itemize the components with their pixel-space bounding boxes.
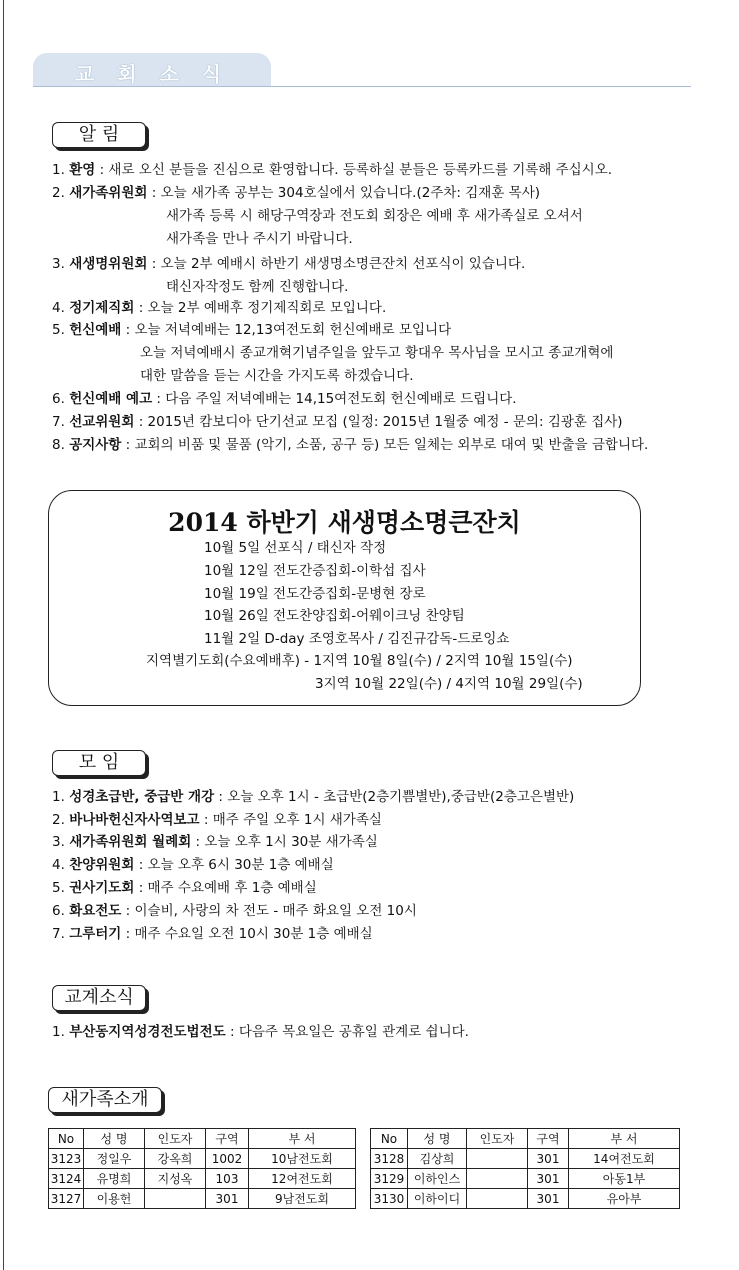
notice-title: 정기제직회: [69, 300, 135, 316]
notice-item-5-cont-2: 대한 말씀을 듣는 시간을 가지도록 하겠습니다.: [140, 368, 414, 384]
meeting-title: 새가족위원회 월례회: [69, 834, 192, 850]
new-family-table-left: [48, 1128, 356, 1209]
col-dept: 부 서: [569, 1129, 680, 1149]
new-family-table-right: [370, 1128, 680, 1209]
event-title: 2014 하반기 새생명소명큰잔치: [168, 508, 521, 537]
event-line: 지역별기도회(수요예배후) - 1지역 10월 8일(수) / 2지역 10월 15일(수): [146, 653, 573, 669]
col-guide: 인도자: [145, 1129, 206, 1149]
table-row: 3128 김상희 301 14여전도회: [371, 1149, 680, 1169]
meeting-item-1: 1. 성경초급반, 중급반 개강 : 오늘 오후 1시 - 초급반(2층기쁨별반),중급반(2층고은별반): [52, 789, 575, 805]
notice-item-4: 4. 정기제직회 : 오늘 2부 예배후 정기제직회로 모입니다.: [52, 300, 387, 316]
event-line: 10월 19일 전도간증집회-문병현 장로: [204, 586, 426, 602]
meeting-item-3: 3. 새가족위원회 월례회 : 오늘 오후 1시 30분 새가족실: [52, 834, 378, 850]
col-no: No: [49, 1129, 84, 1149]
notice-item-3: 3. 새생명위원회 : 오늘 2부 예배시 하반기 새생명소명큰잔치 선포식이 있습니다.: [52, 256, 526, 272]
meeting-item-7: 7. 그루터기 : 매주 수요일 오전 10시 30분 1층 예배실: [52, 926, 373, 942]
notice-title: 환영: [69, 162, 96, 178]
new-family-label: 새가족소개: [48, 1087, 162, 1113]
section-header-tab: [33, 53, 271, 87]
notice-title: 헌신예배 예고: [69, 391, 153, 407]
header-divider: [33, 86, 691, 87]
col-guide: 인도자: [467, 1129, 528, 1149]
notice-title: 헌신예배: [69, 322, 122, 338]
col-district: 구역: [528, 1129, 569, 1149]
event-box: [48, 490, 641, 706]
event-line: 10월 5일 선포식 / 태신자 작정: [204, 540, 387, 556]
notices-label: 알 림: [52, 122, 146, 148]
table-row: 3129 이하인스 301 아동1부: [371, 1169, 680, 1189]
church-news-title: 부산동지역성경전도법전도: [69, 1024, 226, 1040]
col-district: 구역: [206, 1129, 249, 1149]
notice-title: 선교위원회: [69, 414, 135, 430]
notice-item-5-cont-1: 오늘 저녁예배시 종교개혁기념주일을 앞두고 황대우 목사님을 모시고 종교개혁에: [140, 345, 614, 361]
col-dept: 부 서: [249, 1129, 356, 1149]
notice-title: 공지사항: [69, 437, 122, 453]
meeting-title: 권사기도회: [69, 880, 135, 896]
table-row: 3130 이하이디 301 유아부: [371, 1189, 680, 1209]
event-line: 10월 26일 전도찬양집회-어웨이크닝 찬양팀: [204, 608, 465, 624]
meeting-item-5: 5. 권사기도회 : 매주 수요예배 후 1층 예배실: [52, 880, 317, 896]
page-left-border: [3, 0, 4, 1270]
col-no: No: [371, 1129, 408, 1149]
notice-item-2: 2. 새가족위원회 : 오늘 새가족 공부는 304호실에서 있습니다.(2주차: 김재훈 목사): [52, 185, 540, 201]
church-news-label: 교계소식: [52, 985, 146, 1011]
event-line: 11월 2일 D-day 조영호목사 / 김진규감독-드로잉쇼: [204, 631, 510, 647]
meeting-item-6: 6. 화요전도 : 이슬비, 사랑의 차 전도 - 매주 화요일 오전 10시: [52, 903, 417, 919]
notice-item-7: 7. 선교위원회 : 2015년 캄보디아 단기선교 모집 (일정: 2015년 1월중 예정 - 문의: 김광훈 집사): [52, 414, 623, 430]
col-name: 성 명: [84, 1129, 145, 1149]
church-news-item-1: 1. 부산동지역성경전도법전도 : 다음주 목요일은 공휴일 관계로 쉽니다.: [52, 1024, 469, 1040]
meetings-label: 모 임: [52, 750, 146, 776]
notice-item-2-cont-2: 새가족을 만나 주시기 바랍니다.: [166, 231, 353, 247]
notice-item-1: 1. 환영 : 새로 오신 분들을 진심으로 환영합니다. 등록하실 분들은 등록카드를 기록해 주십시오.: [52, 162, 613, 178]
notice-item-3-cont-1: 태신자작정도 함께 진행합니다.: [166, 279, 349, 295]
meeting-item-2: 2. 바나바헌신자사역보고 : 매주 주일 오후 1시 새가족실: [52, 812, 382, 828]
table-row: 3123 정일우 강옥희 1002 10남전도회: [49, 1149, 356, 1169]
notice-item-5: 5. 헌신예배 : 오늘 저녁예배는 12,13여전도회 헌신예배로 모입니다: [52, 322, 452, 338]
col-name: 성 명: [408, 1129, 467, 1149]
notice-title: 새생명위원회: [69, 256, 148, 272]
meeting-title: 찬양위원회: [69, 857, 135, 873]
notice-title: 새가족위원회: [69, 185, 148, 201]
table-row: 3124 유명희 지성옥 103 12여전도회: [49, 1169, 356, 1189]
meeting-title: 성경초급반, 중급반 개강: [69, 789, 215, 805]
notice-item-6: 6. 헌신예배 예고 : 다음 주일 저녁예배는 14,15여전도회 헌신예배로 드립니다.: [52, 391, 517, 407]
meeting-item-4: 4. 찬양위원회 : 오늘 오후 6시 30분 1층 예배실: [52, 857, 334, 873]
event-line: 10월 12일 전도간증집회-이학섭 집사: [204, 563, 426, 579]
meeting-title: 바나바헌신자사역보고: [69, 812, 200, 828]
table-header-row: [49, 1129, 356, 1149]
notice-item-2-cont-1: 새가족 등록 시 해당구역장과 전도회 회장은 예배 후 새가족실로 오셔서: [166, 208, 583, 224]
notice-item-8: 8. 공지사항 : 교회의 비품 및 물품 (악기, 소품, 공구 등) 모든 일체는 외부로 대여 및 반출을 금합니다.: [52, 437, 649, 453]
event-line: 3지역 10월 22일(수) / 4지역 10월 29일(수): [315, 676, 583, 692]
page-title: 교 회 소 식: [74, 62, 230, 86]
table-row: 3127 이용헌 301 9남전도회: [49, 1189, 356, 1209]
meeting-title: 화요전도: [69, 903, 122, 919]
meeting-title: 그루터기: [69, 926, 122, 942]
table-header-row: [371, 1129, 680, 1149]
